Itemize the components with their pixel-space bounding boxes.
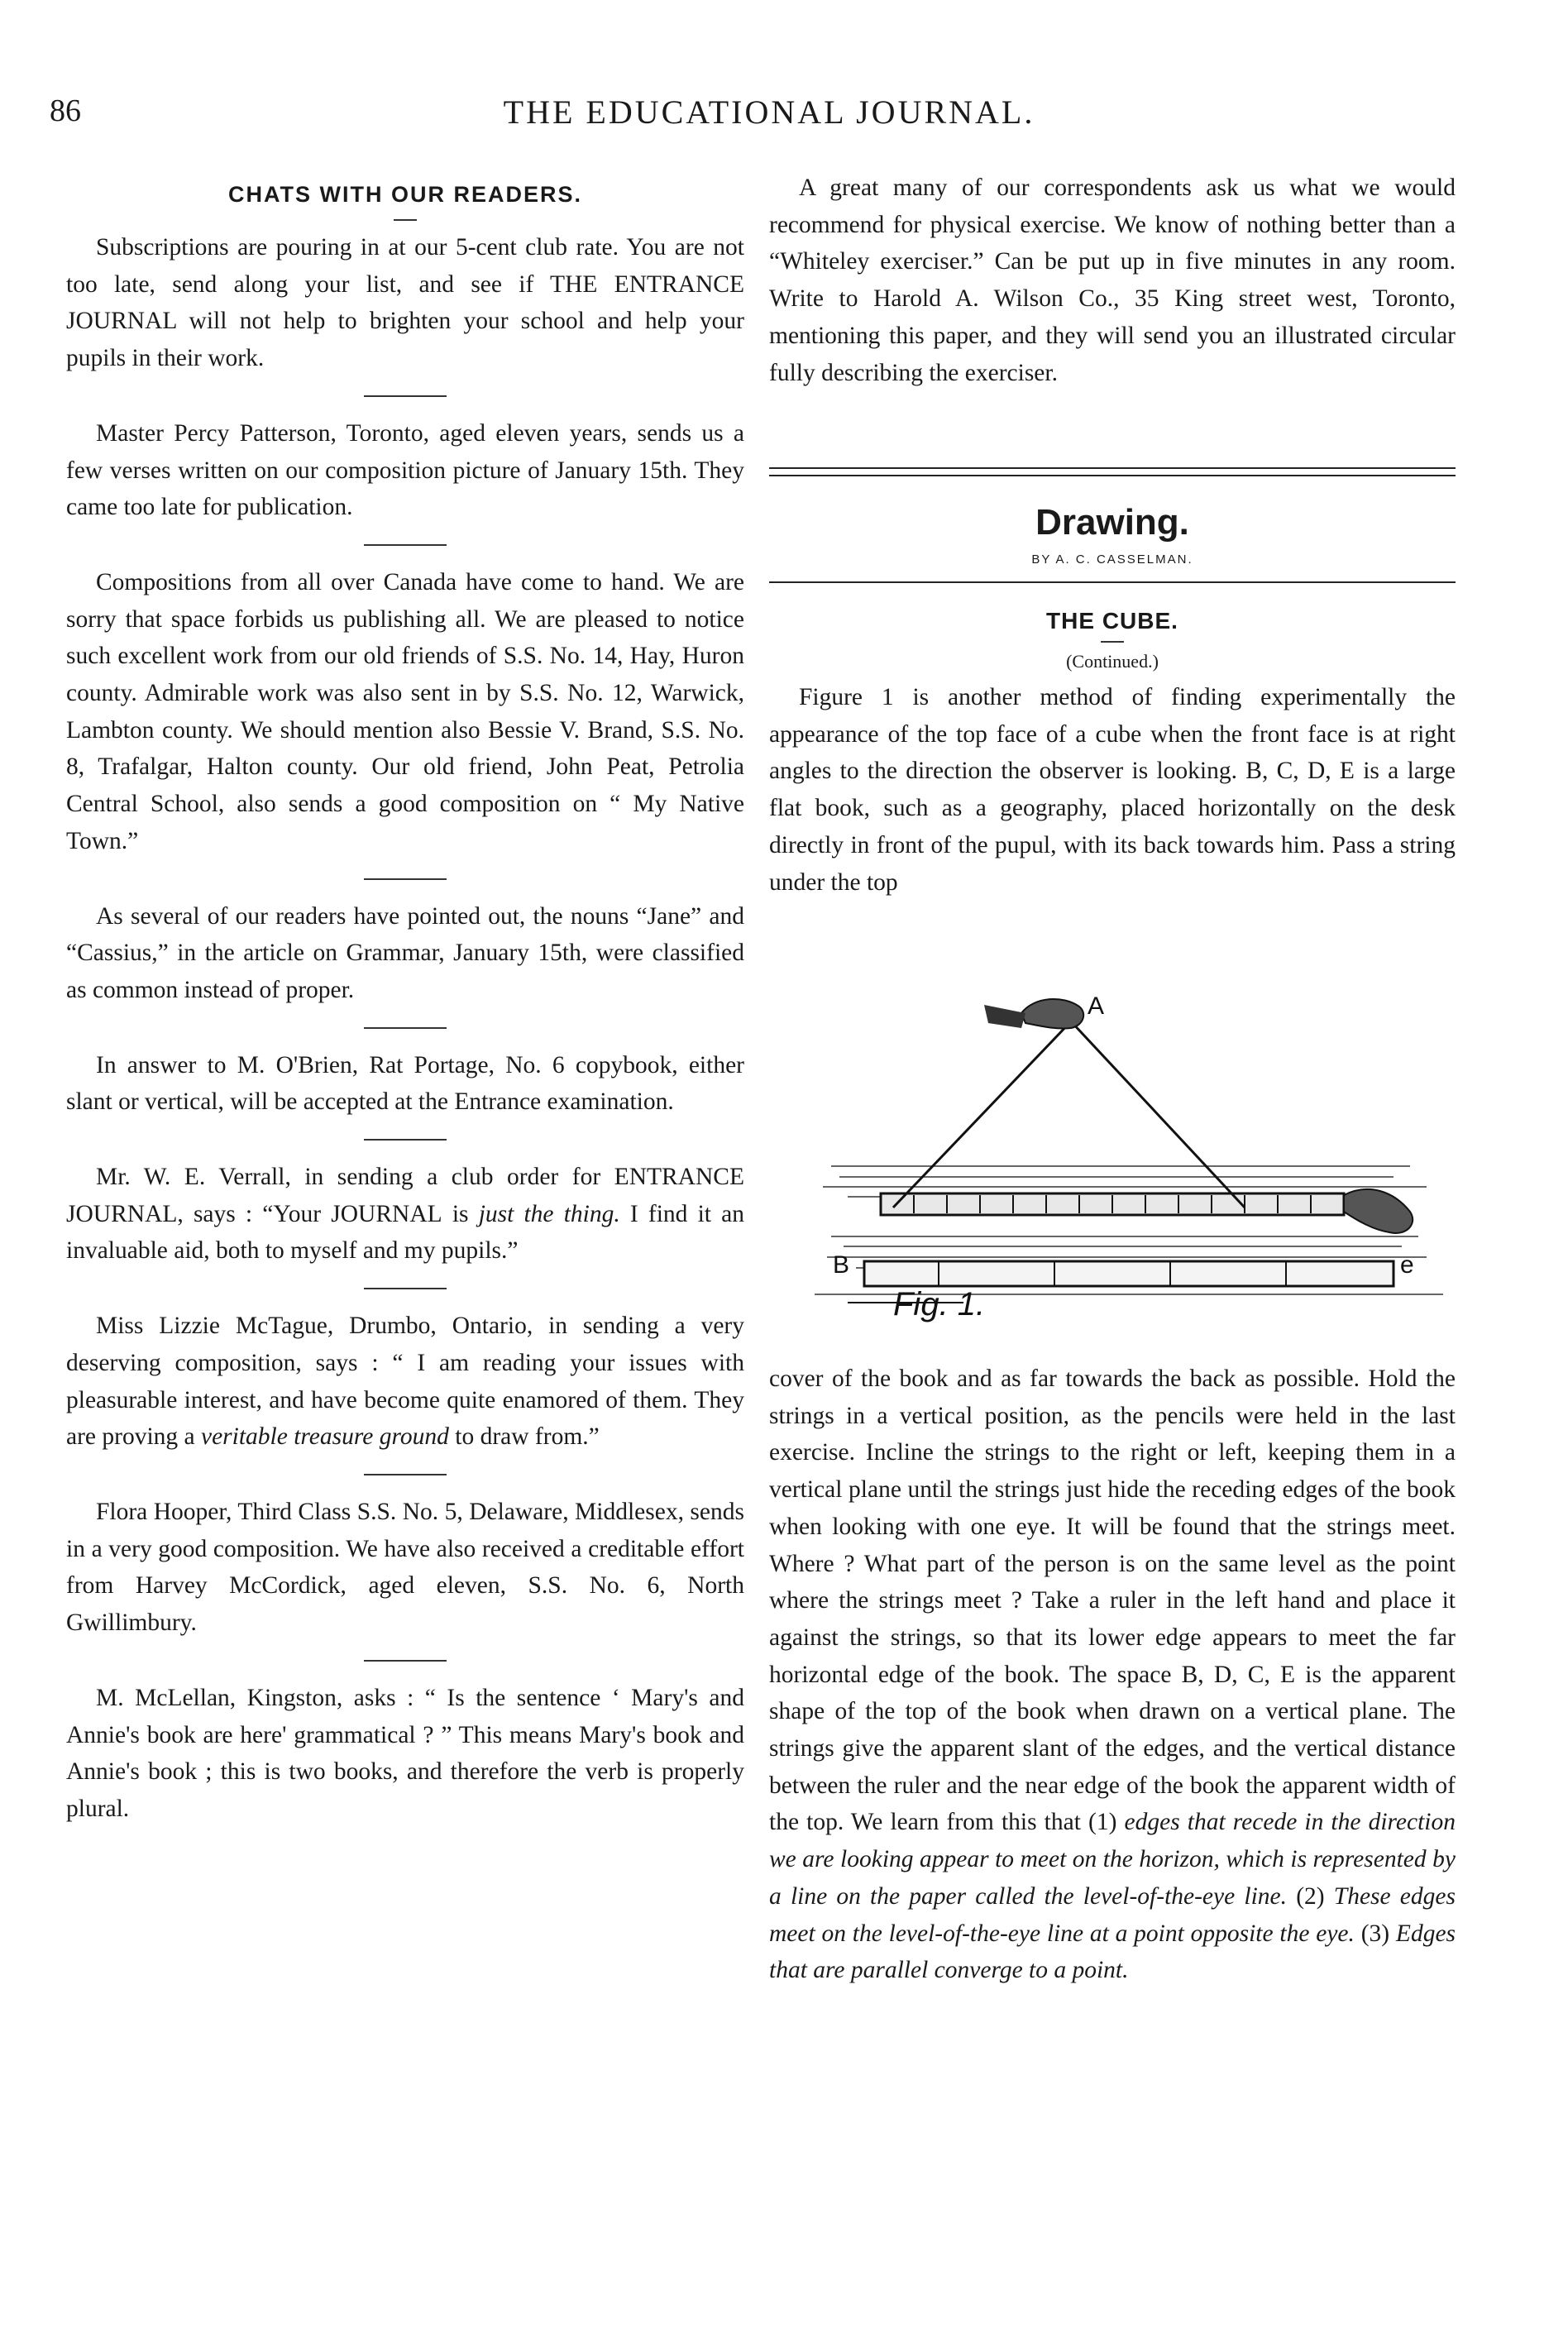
right-column-bottom: [769, 1361, 1456, 1989]
continued-note: (Continued.): [1066, 651, 1159, 672]
label-a: A: [1088, 992, 1105, 1020]
left-string: [893, 1021, 1071, 1208]
separator: [364, 1660, 447, 1662]
rule: [769, 581, 1456, 583]
entrance-journal-name: ENTRANCE JOURNAL: [66, 1164, 744, 1227]
hand-icon: [1021, 999, 1083, 1028]
label-e: e: [1400, 1251, 1414, 1279]
separator: [364, 1288, 447, 1289]
left-column: [66, 178, 744, 1828]
drawing-title: Drawing.: [1035, 502, 1189, 543]
label-b: B: [833, 1251, 850, 1279]
verrall-paragraph: Mr. W. E. Verrall, in sending a club order for ENTRANCE JOURNAL, says : “Your JOURNAL is just the thing. I find it an invaluable aid, both to myself and my pupils.”: [66, 1164, 744, 1265]
cuff-icon: [984, 1005, 1025, 1028]
heading-dash: [394, 219, 417, 221]
separator: [364, 395, 447, 397]
rule-3-italic: Edges that are parallel converge to a point.: [769, 1920, 1456, 1984]
rule-1-italic: edges that recede in the direction we are looking appear to meet on the horizon, which is represented by a line on the paper called the level-of-the-eye line.: [769, 1809, 1456, 1910]
exercise-paragraph: A great many of our correspondents ask us what we would recommend for physical exercise. We know of nothing better than a “Whiteley exerciser.” Can be put up in five minutes in any room. Write to Harold A. Wilson Co., 35 King street west, Toronto, mentioning this paper, and they will send you an illustrated circular fully describing the exerciser.: [769, 175, 1456, 386]
cube-subheading: THE CUBE.: [1046, 608, 1178, 634]
book-near-edge: [864, 1261, 1394, 1286]
figure-1: [815, 988, 1443, 1344]
italic-phrase: veritable treasure ground: [201, 1423, 449, 1451]
right-string: [1071, 1021, 1245, 1208]
separator: [364, 1474, 447, 1475]
compositions-paragraph: Compositions from all over Canada have come to hand. We are sorry that space forbids us publishing all. We are pleased to notice such excellent work from our old friends of S.S. No. 14, Hay, Huron county. Admirable work was also sent in by S.S. No. 12, Warwick, Lambton county. We should mention also Bessie V. Brand, S.S. No. 8, Trafalgar, Halton county. Our old friend, John Peat, Petrolia Central School, also sends a good composition on “ My Native Town.”: [66, 568, 744, 854]
hooper-paragraph: Flora Hooper, Third Class S.S. No. 5, Delaware, Middlesex, sends in a very good composition. We have also received a creditable effort from Harvey McCordick, aged eleven, S.S. No. 6, North Gwillimbury.: [66, 1498, 744, 1637]
page-number: 86: [50, 93, 81, 128]
figure-intro-paragraph: Figure 1 is another method of finding experimentally the appearance of the top face of a cube when the front face is at right angles to the direction the observer is looking. B, C, D, E is a large flat book, such as a geography, placed horizontally on the desk directly in front of the pupul, with its back towards him. Pass a string under the top: [769, 684, 1456, 896]
figure-caption: Fig. 1.: [893, 1286, 986, 1322]
patterson-paragraph: Master Percy Patterson, Toronto, aged eleven years, sends us a few verses written on our composition picture of January 15th. They came too late for publication.: [66, 419, 744, 521]
cube-continuation-paragraph: cover of the book and as far towards the back as possible. Hold the strings in a vertical position, as the pencils were held in the last exercise. Incline the strings to the right or left, keeping them in a vertical plane until the strings just hide the receding edges of the book when looking with one eye. It will be found that the strings meet. Where ? What part of the person is on the same level as the point where the strings meet ? Take a ruler in the left hand and place it against the strings, so that its lower edge appears to meet the far horizontal edge of the book. The space B, D, C, E is the apparent shape of the top of the book when drawn on a vertical plane. The strings give the apparent slant of the edges, and the vertical distance between the ruler and the near edge of the book the apparent width of the top. We learn from this that (1) edges that recede in the direction we are looking appear to meet on the horizon, which is represented by a line on the paper called the level-of-the-eye line. (2) These edges meet on the level-of-the-eye line at a point opposite the eye. (3) Edges that are parallel converge to a point.: [769, 1365, 1456, 1984]
separator: [364, 1139, 447, 1141]
mctague-paragraph: Miss Lizzie McTague, Drumbo, Ontario, in sending a very deserving composition, says : “ I am reading your issues with pleasurable interest, and have become quite enamored of them. They are proving a veritable treasure ground to draw from.”: [66, 1313, 744, 1451]
double-rule: [769, 467, 1456, 476]
obrien-paragraph: In answer to M. O'Brien, Rat Portage, No. 6 copybook, either slant or vertical, will be accepted at the Entrance examination.: [66, 1051, 744, 1116]
subscriptions-paragraph: Subscriptions are pouring in at our 5-cent club rate. You are not too late, send along your list, and see if THE ENTRANCE JOURNAL will not help to brighten your school and help your pupils in their work.: [66, 234, 744, 372]
byline: BY A. C. CASSELMAN.: [1031, 552, 1193, 567]
mclellan-paragraph: M. McLellan, Kingston, asks : “ Is the sentence ‘ Mary's and Annie's book are here' grammatical ? ” This means Mary's book and Annie's book ; this is two books, and therefore the verb is properly plural.: [66, 1684, 744, 1822]
heading-dash: [1101, 641, 1124, 643]
separator: [364, 1027, 447, 1029]
right-column-top: [769, 170, 1456, 391]
separator: [364, 878, 447, 880]
rule-2-italic: These edges meet on the level-of-the-eye line at a point opposite the eye.: [769, 1882, 1456, 1947]
right-hand-icon: [1344, 1189, 1413, 1233]
grammar-correction-paragraph: As several of our readers have pointed out, the nouns “Jane” and “Cassius,” in the article on Grammar, January 15th, were classified as common instead of proper.: [66, 902, 744, 1003]
drawing-section: [769, 467, 1456, 901]
running-header: [50, 93, 1489, 142]
journal-title: THE EDUCATIONAL JOURNAL.: [503, 93, 1035, 131]
italic-phrase: just the thing.: [478, 1200, 620, 1227]
chats-heading: CHATS WITH OUR READERS.: [228, 182, 582, 207]
separator: [364, 544, 447, 546]
